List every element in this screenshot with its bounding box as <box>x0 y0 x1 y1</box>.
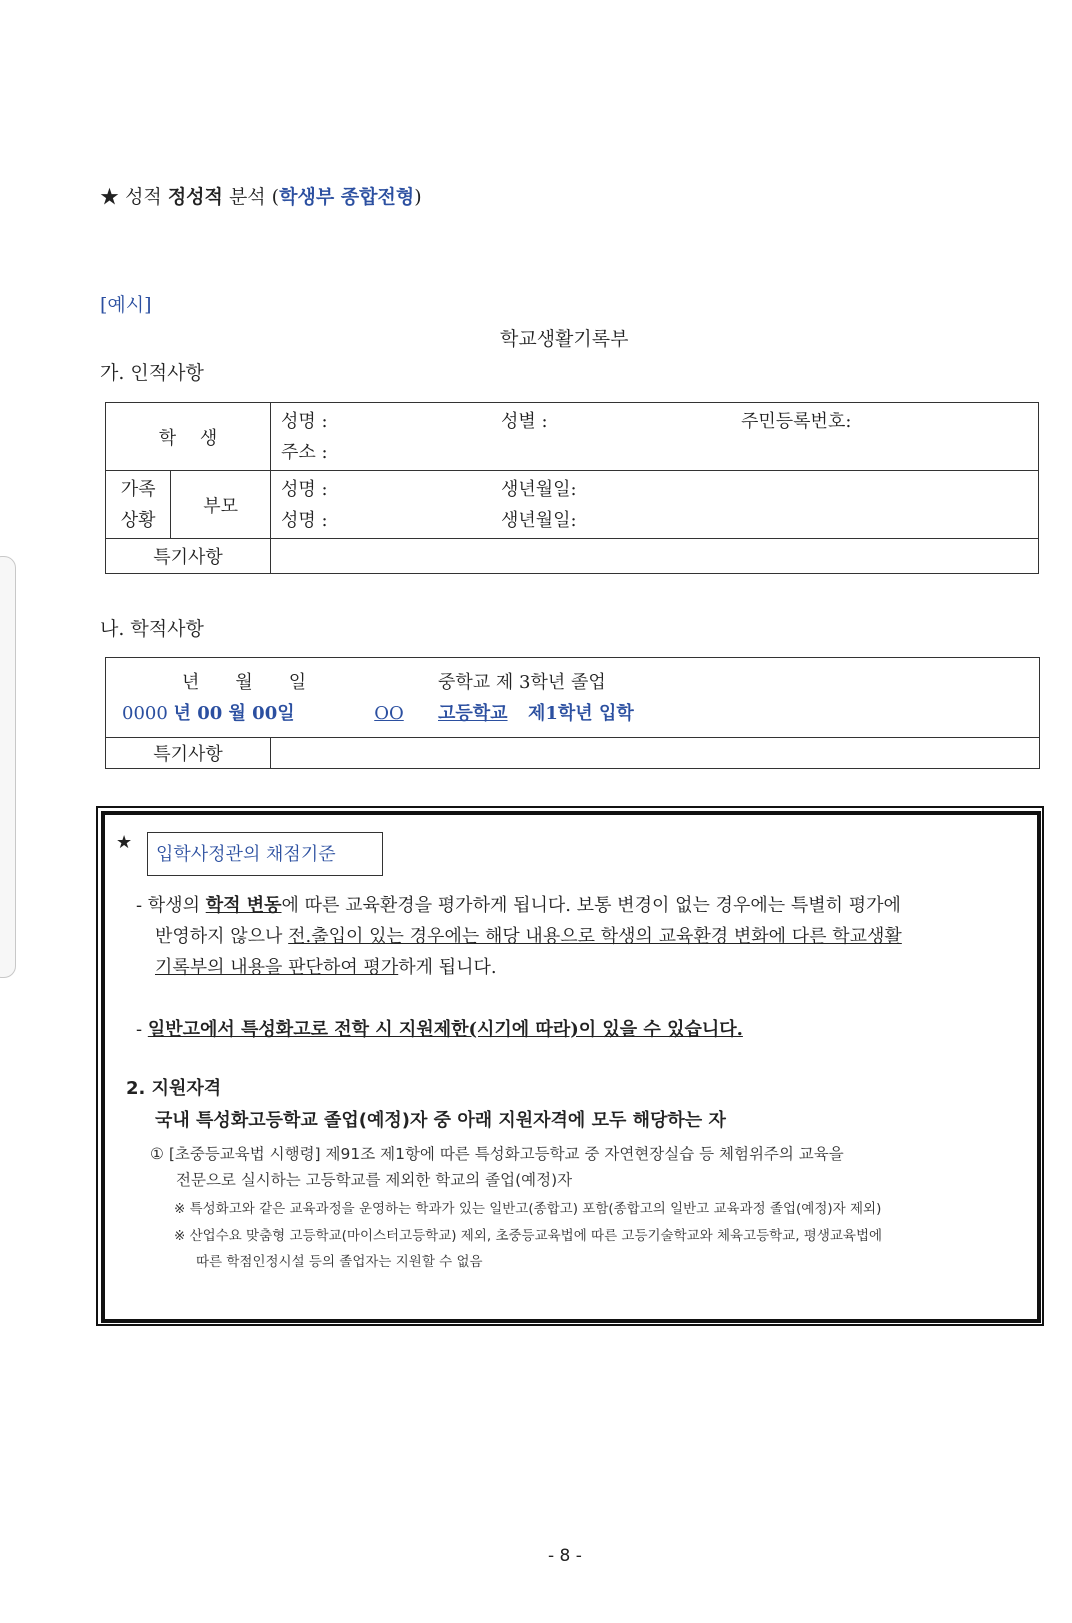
date-year: 0000 <box>122 702 168 724</box>
section-b-title: 나. 학적사항 <box>100 618 204 640</box>
parents-label: 부모 <box>171 471 271 539</box>
star-icon: ★ <box>100 186 120 208</box>
name-label: 성명 : <box>281 410 328 432</box>
parent1-birth-label: 생년월일: <box>501 478 577 500</box>
notes-label: 특기사항 <box>106 539 271 574</box>
section-heading: ★ 성적 정성적 분석 (학생부 종합전형) <box>100 186 422 208</box>
personal-info-table: 학 생 성명 : 성별 : 주민등록번호: 주소 : 가족 상황 부모 성명 : 생년월일: 성명 : 생년월일: 특기사항 <box>105 402 1039 574</box>
criteria-tag: 입학사정관의 채점기준 <box>147 832 383 876</box>
id-number-label: 주민등록번호: <box>741 410 852 432</box>
star-icon: ★ <box>116 832 133 853</box>
admission-text: 제1학년 입학 <box>528 702 634 724</box>
criteria-box <box>101 811 1041 1323</box>
parent2-name-label: 성명 : <box>281 509 328 531</box>
criteria-paragraph-2: - 일반고에서 특성화고로 전학 시 지원제한(시기에 따라)이 있을 수 있습니다. <box>136 1019 743 1040</box>
example-label: [예시] <box>100 294 152 316</box>
gender-label: 성별 : <box>501 410 548 432</box>
qualification-subtitle: 국내 특성화고등학교 졸업(예정)자 중 아래 지원자격에 모두 해당하는 자 <box>155 1110 726 1131</box>
graduation-text: 중학교 제 3학년 졸업 <box>438 671 606 693</box>
family-label: 가족 <box>120 478 156 500</box>
qualification-note-1: ※ 특성화고와 같은 교육과정을 운영하는 학과가 있는 일반고(종합고) 포함(종합고의 일반고 교육과정 졸업(예정)자 제외) <box>174 1201 882 1217</box>
notes-value <box>271 539 1039 574</box>
academic-record-table <box>105 657 1040 769</box>
parent1-name-label: 성명 : <box>281 478 328 500</box>
document-title: 학교생활기록부 <box>500 328 629 350</box>
page-number: - 8 - <box>548 1546 582 1566</box>
scroll-handle[interactable] <box>0 556 16 978</box>
notes-label: 특기사항 <box>106 738 271 769</box>
qualification-item-1: ① [초중등교육법 시행령] 제91조 제1항에 따른 특성화고등학교 중 자연현장실습 등 체험위주의 교육을 <box>150 1145 844 1163</box>
date-value: 년 00 월 00일 <box>173 702 295 724</box>
notes-value <box>271 738 1040 769</box>
parent2-birth-label: 생년월일: <box>501 509 577 531</box>
qualification-title: 2. 지원자격 <box>126 1078 222 1099</box>
qualification-note-2: ※ 산업수요 맞춤형 고등학교(마이스터고등학교) 제외, 초중등교육법에 따른 고등기술학교와 체육고등학교, 평생교육법에 <box>174 1228 883 1244</box>
address-label: 주소 : <box>281 441 328 463</box>
school-blank: OO <box>374 702 404 724</box>
section-a-title: 가. 인적사항 <box>100 362 204 384</box>
student-label: 학 생 <box>106 403 271 471</box>
school-name: 고등학교 <box>438 702 508 724</box>
criteria-paragraph-1: - 학생의 학적 변동에 따른 교육환경을 평가하게 됩니다. 보통 변경이 없는 경우에는 특별히 평가에 <box>136 895 901 916</box>
date-header: 년 월 일 <box>182 671 307 693</box>
